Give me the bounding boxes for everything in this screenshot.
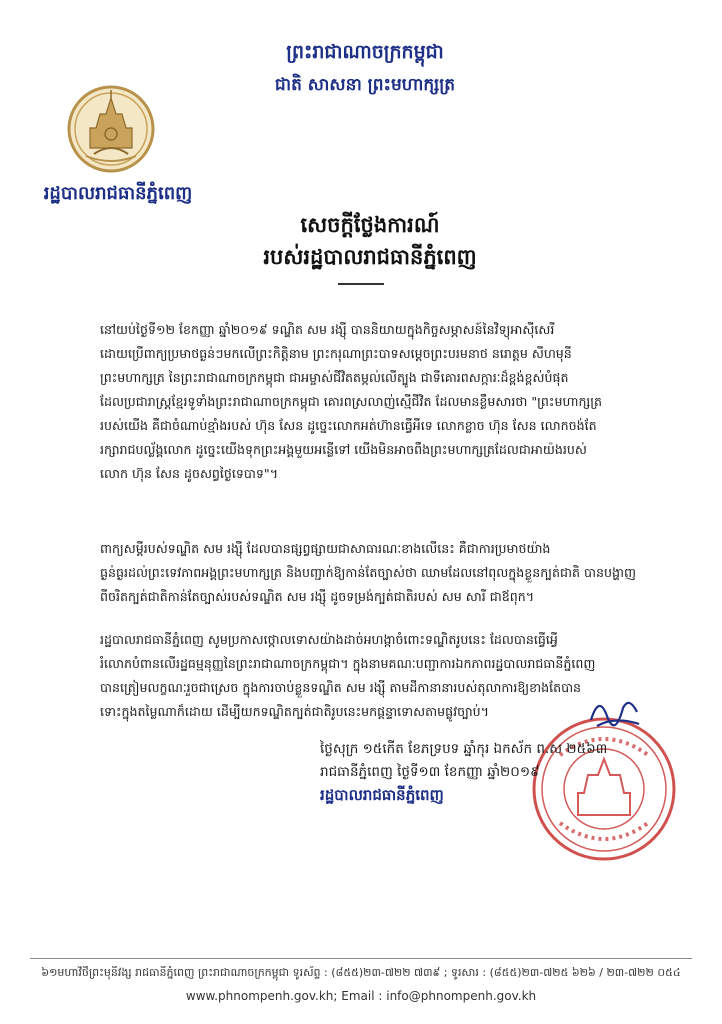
title-divider	[338, 283, 384, 285]
signer-name: រដ្ឋបាលរាជធានីភ្នំពេញ	[320, 786, 444, 804]
paragraph-line: បានត្រៀមលក្ខណៈរួចជាស្រេច ក្នុងការចាប់ខ្លួនទណ្ឌិត សម រង្ស៊ី តាមដីកានានារបស់តុលាការឱ្យខាងតែបាន	[100, 680, 582, 695]
paragraph-line: ពីចរិតក្បត់ជាតិកាន់តែច្បាស់របស់ទណ្ឌិត សម រង្ស៊ី ដូចទម្រង់ក្បត់ជាតិរបស់ សម សារី ជាឪពុក។	[100, 589, 534, 604]
paragraph-line: រដ្ឋបាលរាជធានីភ្នំពេញ សូមប្រកាសថ្កោលទោសយ៉ាងដាច់អហង្កាចំពោះទណ្ឌិតរូបនេះ ដែលបានធ្វើអ្វើ	[100, 632, 558, 647]
paragraph-line: ទោះក្នុងតម្លៃណាក៏ដោយ ដើម្បីយកទណ្ឌិតក្បត់ជាតិរូបនេះមកផ្តន្ទាទោសតាមផ្លូវច្បាប់។	[100, 704, 489, 719]
paragraph-line: ព្រះមហាក្សត្រ នៃព្រះរាជាណាចក្រកម្ពុជា ជាអម្ចាស់ជីវិតតម្កល់លើត្បូង ជាទីគោរពសក្ការៈដ៏ខ្ពង់ខ្ពស់បំផុត	[100, 370, 569, 385]
paragraph-line: នៅយប់ថ្ងៃទី១២ ខែកញ្ញា ឆ្នាំ២០១៩ ទណ្ឌិត សម រង្ស៊ី បាននិយាយក្នុងកិច្ចសម្ភាសន៍នៃវិទ្យុអាស៊ីសេរី	[100, 322, 555, 337]
footer-divider	[30, 958, 692, 959]
city-emblem-icon	[66, 84, 156, 174]
paragraph-line: ពាក្យសម្តីរបស់ទណ្ឌិត សម រង្ស៊ី ដែលបានផ្សព្វផ្សាយជាសាធារណៈខាងលើនេះ គឺជាការប្រមាថយ៉ាង	[100, 541, 551, 556]
city-date: រាជធានីភ្នំពេញ ថ្ងៃទី១៣ ខែកញ្ញា ឆ្នាំ២០១៩	[320, 764, 540, 780]
paragraph-line: ដែលប្រជារាស្ត្រខ្មែរទូទាំងព្រះរាជាណាចក្រកម្ពុជា គោរពស្រលាញ់ស្មើជីវិត ដែលមានខ្លឹមសារថា "ព្រះមហាក្សត្រ	[100, 394, 602, 409]
document-subtitle: របស់រដ្ឋបាលរាជធានីភ្នំពេញ	[263, 245, 477, 269]
document-title: សេចក្តីថ្លែងការណ៍	[300, 213, 440, 237]
handwritten-signature	[585, 686, 645, 736]
paragraph-line: រក្សារាជបល្ល័ង្គលោក ដូច្នេះយើងទុកព្រះអង្គមួយអន្លើទៅ យើងមិនអាចពឹងព្រះមហាក្សត្រដែលជាអាយ៉ងរបស់	[100, 442, 587, 457]
footer-address: ៦១មហាវិថីព្រះមុនីវង្ស រាជធានីភ្នំពេញ ព្រះរាជាណាចក្រកម្ពុជា ទូរស័ព្ទ : (៨៥៥)២៣-៧២២ ៧៣៩ ; ទូរសារ : (៨៥៥)២៣-៧២៥ ៦២៦ / ២៣-៧២២ ០៥៤	[41, 966, 681, 979]
kingdom-header: ព្រះរាជាណាចក្រកម្ពុជា	[286, 41, 444, 63]
paragraph-line: របស់យើង គឺជាចំណាប់ខ្មាំងរបស់ ហ៊ុន សែន ដូច្នេះលោកអត់ហ៊ានធ្វើអីទេ លោកខ្លាច ហ៊ុន សែន លោកចង់តែ	[100, 418, 597, 433]
organization-name: រដ្ឋបាលរាជធានីភ្នំពេញ	[43, 183, 193, 204]
paragraph-line: ធ្ងន់ធ្ងរដល់ព្រះទេវភាពអង្គព្រះមហាក្សត្រ និងបញ្ជាក់ឱ្យកាន់តែច្បាស់ថា ឈាមដែលនៅពុលក្នុងខ្លួនក្បត់ជាតិ បានបង្ហាញ	[100, 565, 636, 580]
paragraph-line: រំលោភបំពានលើរដ្ឋធម្មនុញ្ញនៃព្រះរាជាណាចក្រកម្ពុជា។ ក្នុងនាមគណៈបញ្ជាការឯកភាពរដ្ឋបាលរាជធានីភ្នំពេញ	[100, 656, 596, 671]
lunar-date: ថ្ងៃសុក្រ ១៥កើត ខែភទ្របទ ឆ្នាំកុរ ឯកស័ក ព.ស ២៥៦៣	[320, 741, 608, 757]
footer-contact: www.phnompenh.gov.kh; Email : info@phnompenh.gov.kh	[185, 989, 537, 1003]
paragraph-1	[100, 318, 688, 486]
paragraph-line: ដោយប្រើពាក្យប្រមាថធ្ងន់ៗមកលើព្រះកិត្តិនាម ព្រះករុណាព្រះបាទសម្តេចព្រះបរមនាថ នរោត្តម សីហមុនី	[100, 346, 572, 361]
paragraph-line: លោក ហ៊ុន សែន ដូចសព្វថ្ងៃទេបាទ"។	[100, 466, 278, 481]
motto-header: ជាតិ សាសនា ព្រះមហាក្សត្រ	[274, 75, 456, 95]
paragraph-2	[100, 537, 688, 609]
